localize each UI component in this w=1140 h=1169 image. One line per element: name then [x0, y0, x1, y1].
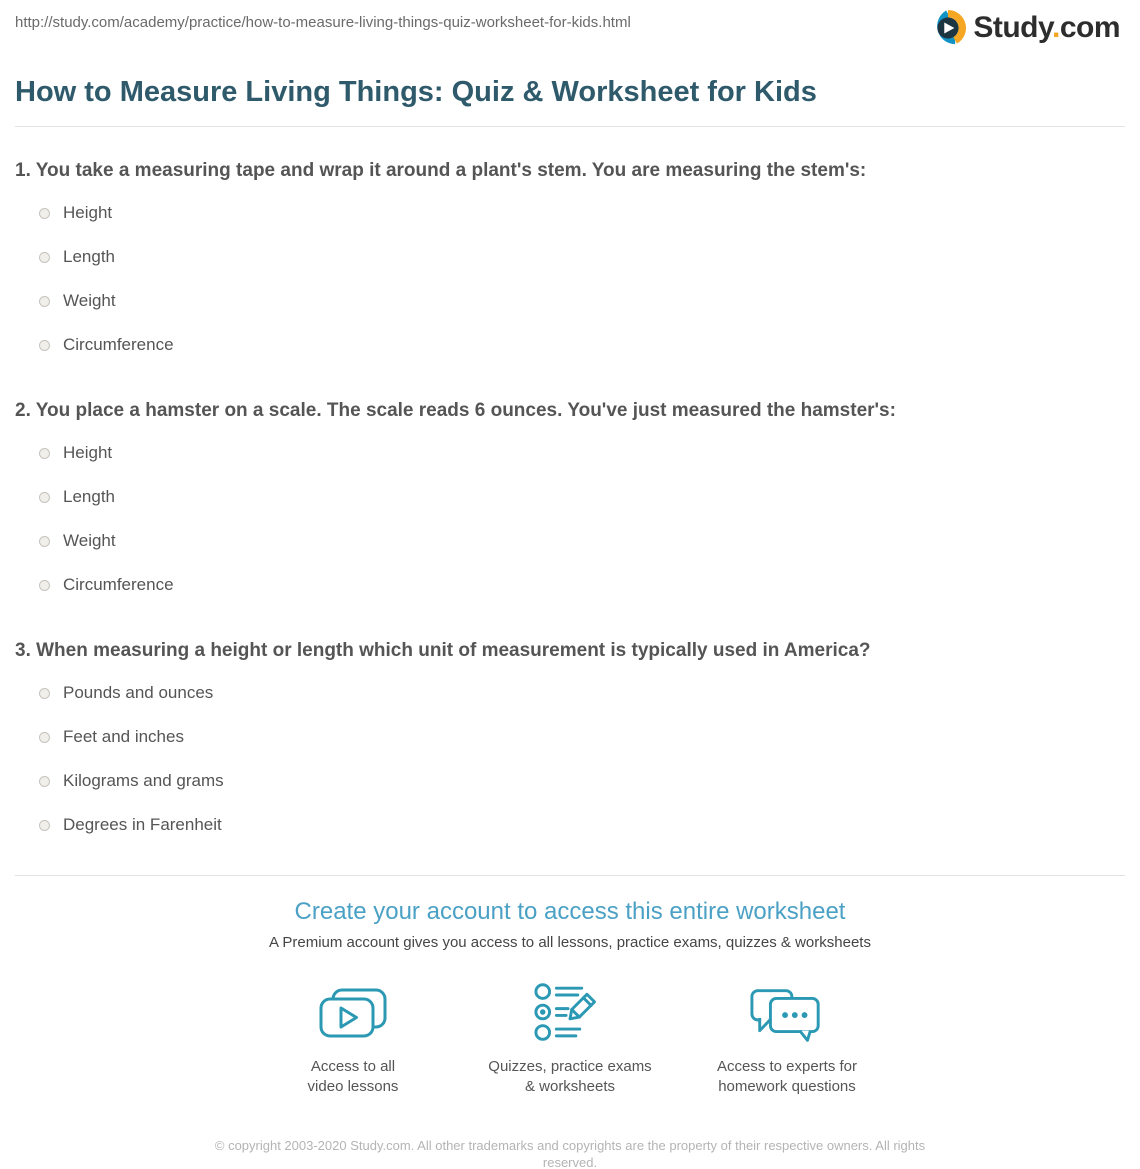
- feature-label-line1: Quizzes, practice exams: [488, 1058, 652, 1075]
- copyright-text: © copyright 2003-2020 Study.com. All other trademarks and copyrights are the property of their respective owners. All rights reserved.: [214, 1138, 926, 1169]
- option-row[interactable]: [15, 759, 1125, 803]
- option-label: Feet and inches: [63, 727, 184, 746]
- option-row[interactable]: [15, 323, 1125, 367]
- option-row[interactable]: [15, 519, 1125, 563]
- radio-button-icon[interactable]: [39, 448, 50, 459]
- question-3-options: [15, 671, 1125, 847]
- signup-divider: [15, 875, 1125, 876]
- feature-label-line2: video lessons: [307, 1078, 399, 1095]
- signup-heading[interactable]: Create your account to access this entire worksheet: [294, 898, 846, 925]
- main-content: [0, 76, 1140, 1169]
- quiz-worksheet-icon: [533, 981, 607, 1045]
- signup-section: [15, 898, 1125, 1097]
- feature-label-line2: & worksheets: [524, 1078, 616, 1095]
- question-1: [15, 160, 1125, 367]
- logo-study: Study: [973, 11, 1052, 44]
- option-row[interactable]: [15, 715, 1125, 759]
- option-row[interactable]: [15, 563, 1125, 607]
- feature-video-lessons: [245, 981, 462, 1097]
- feature-label-line2: homework questions: [718, 1078, 856, 1095]
- radio-button-icon[interactable]: [39, 252, 50, 263]
- header: [0, 0, 1140, 56]
- option-row[interactable]: [15, 191, 1125, 235]
- feature-label-line1: Access to all: [310, 1058, 396, 1075]
- option-label: Length: [63, 247, 115, 266]
- radio-button-icon[interactable]: [39, 688, 50, 699]
- feature-label: [717, 1057, 857, 1097]
- option-label: Height: [63, 203, 113, 222]
- chat-experts-icon: [749, 981, 825, 1045]
- radio-button-icon[interactable]: [39, 820, 50, 831]
- option-label: Weight: [63, 291, 116, 310]
- option-row[interactable]: [15, 235, 1125, 279]
- question-3-text: 3. When measuring a height or length which unit of measurement is typically used in America?: [15, 640, 871, 661]
- question-3: [15, 640, 1125, 847]
- question-2: [15, 400, 1125, 607]
- logo-text: [973, 11, 1120, 45]
- radio-button-icon[interactable]: [39, 580, 50, 591]
- option-row[interactable]: [15, 431, 1125, 475]
- video-lessons-icon: [317, 981, 389, 1045]
- radio-button-icon[interactable]: [39, 536, 50, 547]
- option-row[interactable]: [15, 279, 1125, 323]
- option-label: Kilograms and grams: [63, 771, 224, 790]
- option-label: Circumference: [63, 575, 174, 594]
- title-divider: [15, 126, 1125, 127]
- radio-button-icon[interactable]: [39, 340, 50, 351]
- logo-dot: .: [1051, 11, 1060, 44]
- option-row[interactable]: [15, 475, 1125, 519]
- features-row: [15, 981, 1125, 1097]
- radio-button-icon[interactable]: [39, 492, 50, 503]
- feature-label: [488, 1057, 651, 1097]
- question-2-text: 2. You place a hamster on a scale. The scale reads 6 ounces. You've just measured the hamster's:: [15, 400, 896, 421]
- option-label: Weight: [63, 531, 116, 550]
- radio-button-icon[interactable]: [39, 296, 50, 307]
- feature-label: [308, 1057, 399, 1097]
- signup-subheading: A Premium account gives you access to all lessons, practice exams, quizzes & worksheets: [269, 934, 871, 951]
- option-label: Degrees in Farenheit: [63, 815, 222, 834]
- radio-button-icon[interactable]: [39, 732, 50, 743]
- feature-label-line1: Access to experts for: [716, 1058, 858, 1075]
- page-title: How to Measure Living Things: Quiz & Worksheet for Kids: [15, 76, 817, 108]
- radio-button-icon[interactable]: [39, 208, 50, 219]
- question-2-options: [15, 431, 1125, 607]
- studycom-logo[interactable]: [930, 10, 1120, 46]
- option-label: Length: [63, 487, 115, 506]
- play-circle-logo-icon: [930, 10, 966, 46]
- option-row[interactable]: [15, 803, 1125, 847]
- option-row[interactable]: [15, 671, 1125, 715]
- option-label: Pounds and ounces: [63, 683, 214, 702]
- option-label: Circumference: [63, 335, 174, 354]
- question-1-options: [15, 191, 1125, 367]
- question-1-text: 1. You take a measuring tape and wrap it around a plant's stem. You are measuring the stem's:: [15, 160, 867, 181]
- feature-quizzes-worksheets: [462, 981, 679, 1097]
- radio-button-icon[interactable]: [39, 776, 50, 787]
- logo-com: com: [1059, 11, 1120, 44]
- page-url: http://study.com/academy/practice/how-to-measure-living-things-quiz-worksheet-for-kids.html: [15, 14, 631, 31]
- feature-expert-help: [679, 981, 896, 1097]
- option-label: Height: [63, 443, 113, 462]
